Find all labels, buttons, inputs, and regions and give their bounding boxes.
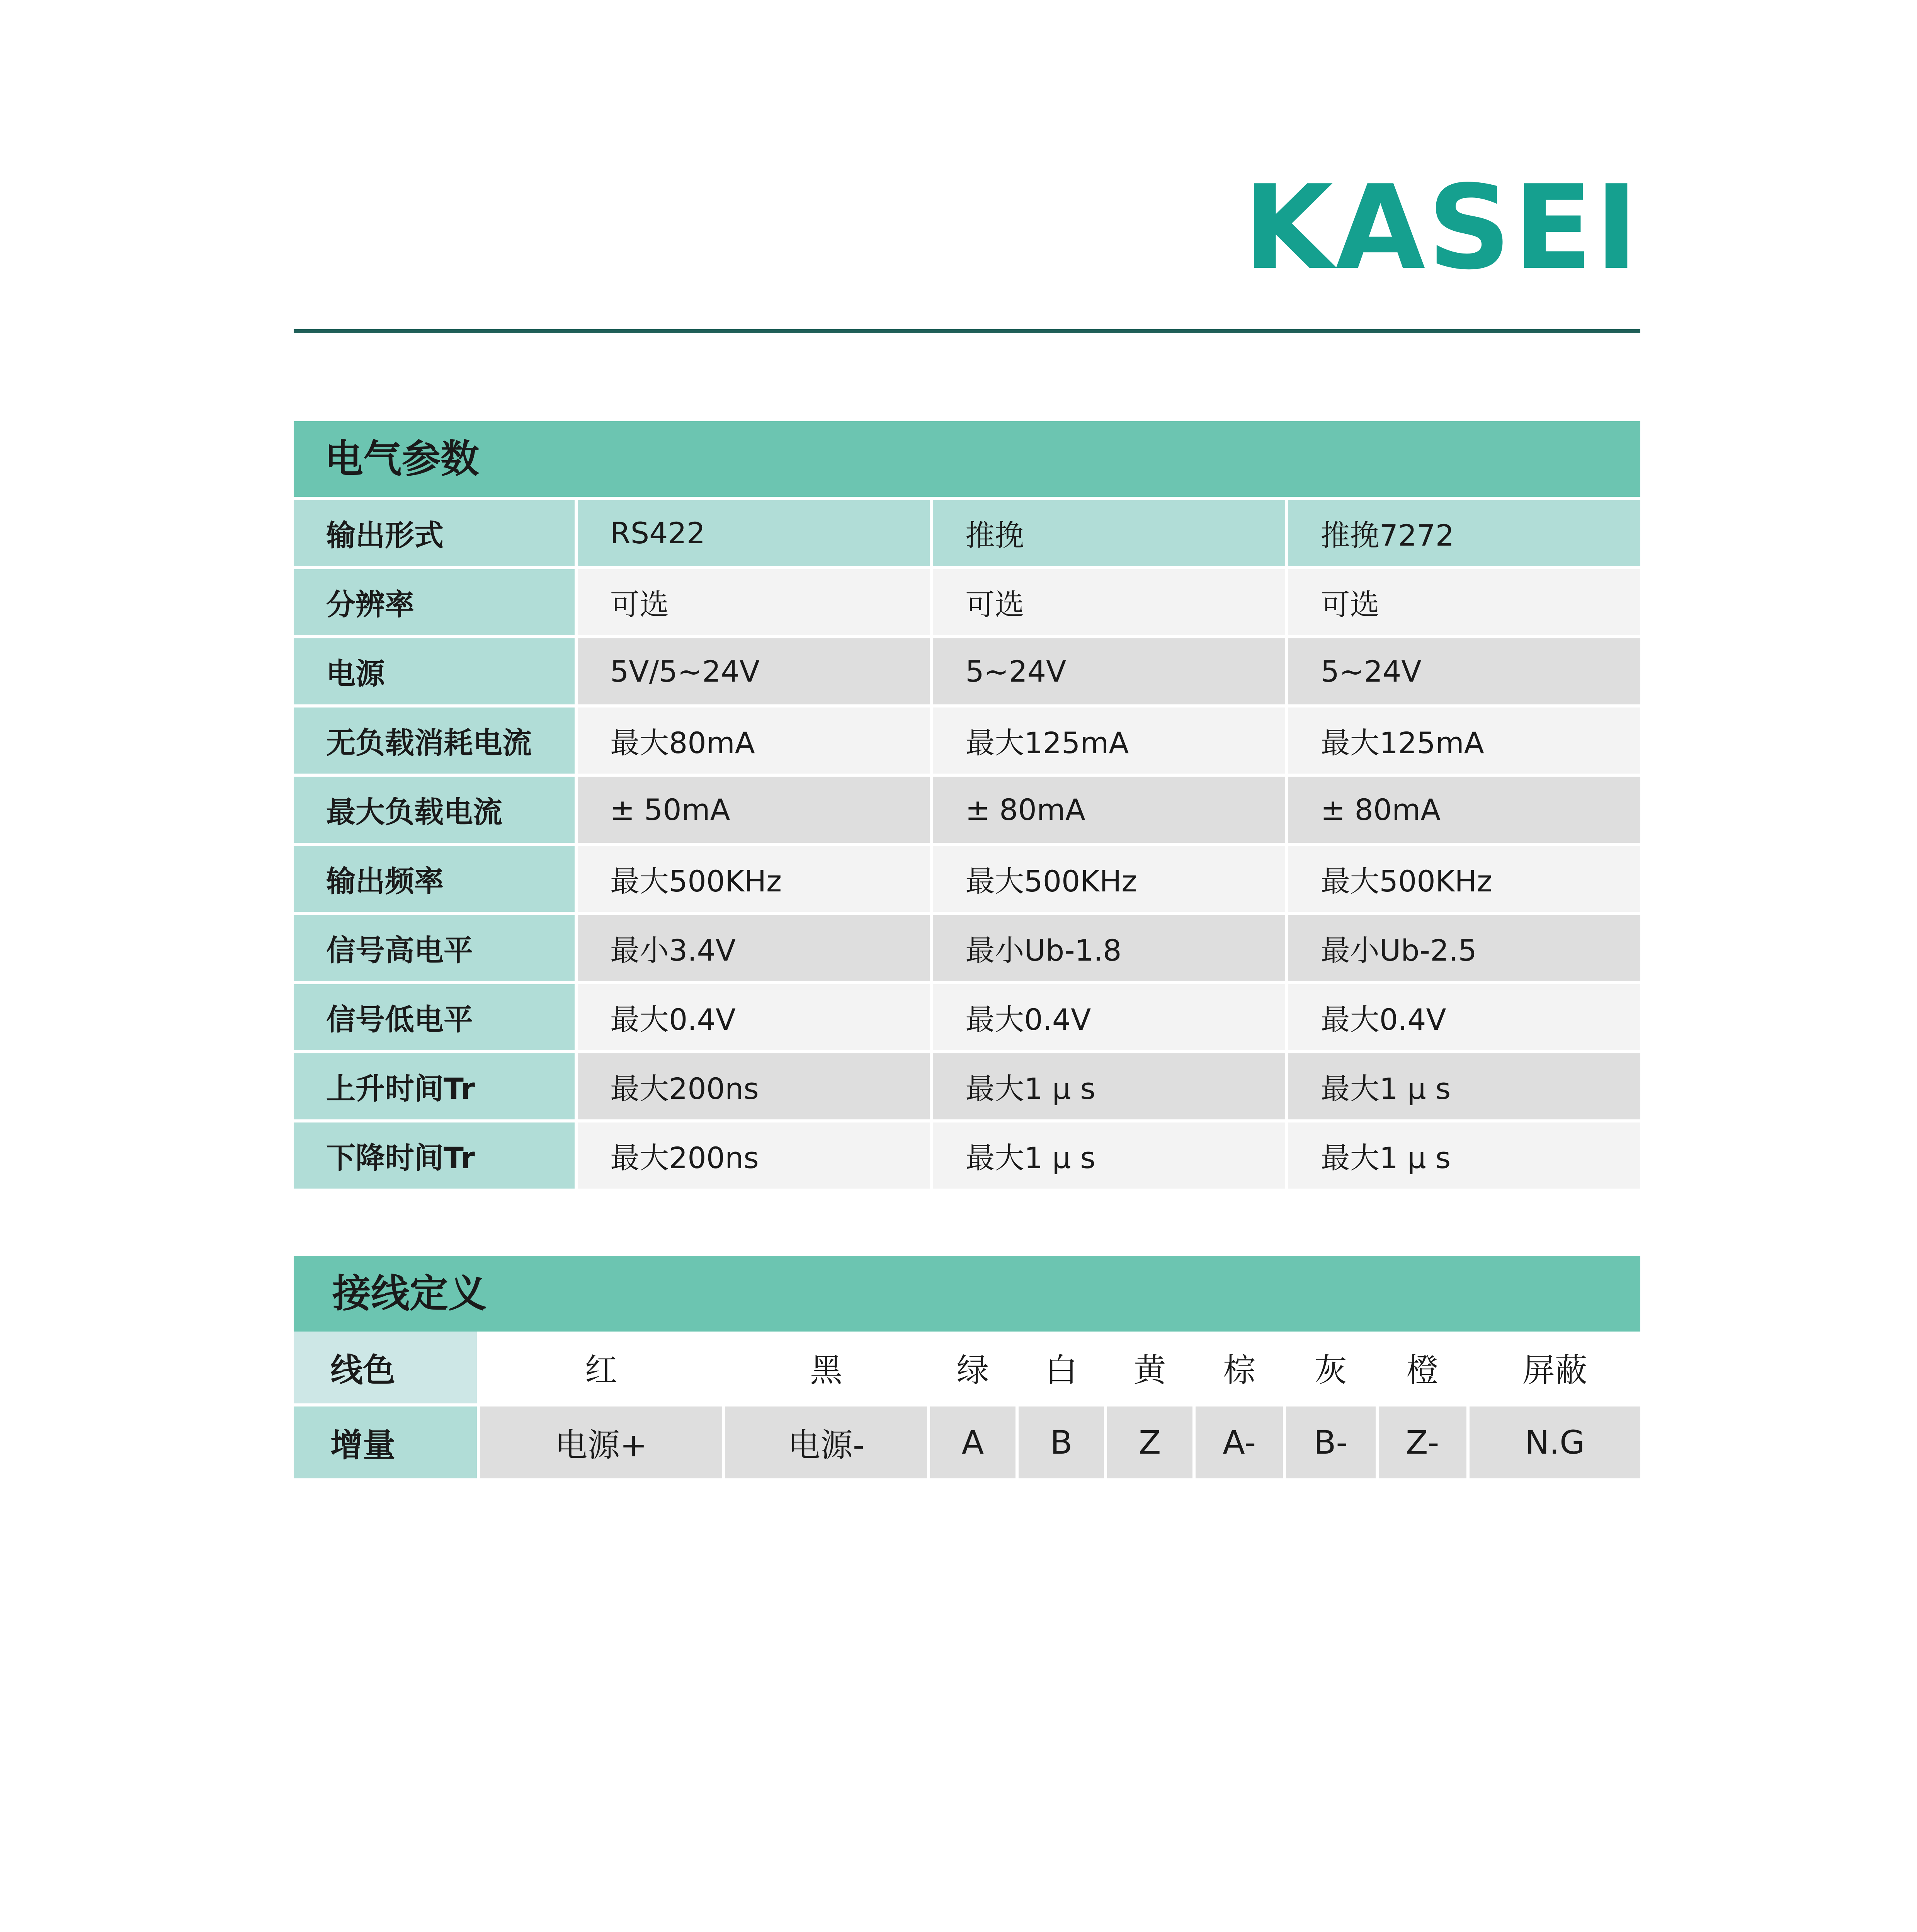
row-label: 信号低电平 bbox=[294, 984, 575, 1050]
row-label: 最大负载电流 bbox=[294, 777, 575, 843]
table-cell: 可选 bbox=[578, 569, 930, 635]
wire-color-cell: 绿 bbox=[930, 1332, 1015, 1403]
table-cell: 最大0.4V bbox=[933, 984, 1285, 1050]
table-cell: ± 50mA bbox=[578, 777, 930, 843]
wire-color-cell: 红 bbox=[480, 1332, 722, 1403]
table-row bbox=[294, 984, 1640, 1050]
table-cell: 5~24V bbox=[933, 638, 1285, 704]
table-cell: 最大125mA bbox=[1288, 707, 1640, 774]
table-row bbox=[294, 500, 1640, 566]
wire-signal-cell: N.G bbox=[1470, 1406, 1640, 1478]
table-cell: 最大1 μ s bbox=[933, 1053, 1285, 1119]
row-label: 下降时间Tr bbox=[294, 1122, 575, 1189]
table-row bbox=[294, 1122, 1640, 1189]
row-label: 无负载消耗电流 bbox=[294, 707, 575, 774]
table-cell: 推挽 bbox=[933, 500, 1285, 566]
wire-color-cell: 黄 bbox=[1107, 1332, 1192, 1403]
table-cell: 5~24V bbox=[1288, 638, 1640, 704]
wire-signal-cell: 电源- bbox=[725, 1406, 927, 1478]
table-cell: ± 80mA bbox=[933, 777, 1285, 843]
table-cell: 最大1 μ s bbox=[1288, 1122, 1640, 1189]
row-label: 信号高电平 bbox=[294, 915, 575, 981]
table-cell: 最大500KHz bbox=[933, 846, 1285, 912]
row-label: 输出形式 bbox=[294, 500, 575, 566]
electrical-parameters-table bbox=[291, 497, 1643, 1192]
row-label: 电源 bbox=[294, 638, 575, 704]
wire-color-cell: 橙 bbox=[1379, 1332, 1466, 1403]
wire-color-cell: 屏蔽 bbox=[1470, 1332, 1640, 1403]
wire-signal-cell: B bbox=[1019, 1406, 1104, 1478]
wire-signal-row bbox=[294, 1406, 1640, 1478]
wire-color-cell: 棕 bbox=[1196, 1332, 1283, 1403]
table-cell: 最大80mA bbox=[578, 707, 930, 774]
table-cell: 最大0.4V bbox=[1288, 984, 1640, 1050]
wire-color-cell: 白 bbox=[1019, 1332, 1104, 1403]
wire-signal-cell: B- bbox=[1286, 1406, 1375, 1478]
wire-signal-cell: 电源+ bbox=[480, 1406, 722, 1478]
header-divider bbox=[294, 329, 1640, 333]
table-cell: 最大1 μ s bbox=[1288, 1053, 1640, 1119]
table-cell: 最大200ns bbox=[578, 1053, 930, 1119]
table-cell: ± 80mA bbox=[1288, 777, 1640, 843]
wire-signal-cell: A- bbox=[1196, 1406, 1283, 1478]
table-row bbox=[294, 915, 1640, 981]
wiring-definition-title: 接线定义 bbox=[294, 1256, 1640, 1332]
table-cell: 5V/5~24V bbox=[578, 638, 930, 704]
table-cell: 最大0.4V bbox=[578, 984, 930, 1050]
wiring-definition-table bbox=[291, 1328, 1643, 1481]
electrical-parameters-title: 电气参数 bbox=[294, 421, 1640, 497]
table-cell: 最小Ub-1.8 bbox=[933, 915, 1285, 981]
wire-color-label: 线色 bbox=[294, 1332, 477, 1403]
table-cell: 推挽7272 bbox=[1288, 500, 1640, 566]
wire-color-row bbox=[294, 1332, 1640, 1403]
table-cell: 最大500KHz bbox=[578, 846, 930, 912]
table-cell: 最大125mA bbox=[933, 707, 1285, 774]
row-label: 分辨率 bbox=[294, 569, 575, 635]
table-cell: 最小3.4V bbox=[578, 915, 930, 981]
row-label: 输出频率 bbox=[294, 846, 575, 912]
table-cell: RS422 bbox=[578, 500, 930, 566]
kasei-logo: KASEI bbox=[1243, 160, 1640, 295]
table-cell: 最大1 μ s bbox=[933, 1122, 1285, 1189]
wire-signal-cell: Z- bbox=[1379, 1406, 1466, 1478]
wire-signal-label: 增量 bbox=[294, 1406, 477, 1478]
table-cell: 最小Ub-2.5 bbox=[1288, 915, 1640, 981]
table-cell: 最大200ns bbox=[578, 1122, 930, 1189]
table-row bbox=[294, 1053, 1640, 1119]
table-row bbox=[294, 707, 1640, 774]
wire-signal-cell: A bbox=[930, 1406, 1015, 1478]
table-row bbox=[294, 638, 1640, 704]
wire-color-cell: 灰 bbox=[1286, 1332, 1375, 1403]
table-row bbox=[294, 846, 1640, 912]
table-cell: 可选 bbox=[933, 569, 1285, 635]
table-cell: 可选 bbox=[1288, 569, 1640, 635]
table-cell: 最大500KHz bbox=[1288, 846, 1640, 912]
row-label: 上升时间Tr bbox=[294, 1053, 575, 1119]
wire-signal-cell: Z bbox=[1107, 1406, 1192, 1478]
wire-color-cell: 黑 bbox=[725, 1332, 927, 1403]
table-row bbox=[294, 777, 1640, 843]
table-row bbox=[294, 569, 1640, 635]
